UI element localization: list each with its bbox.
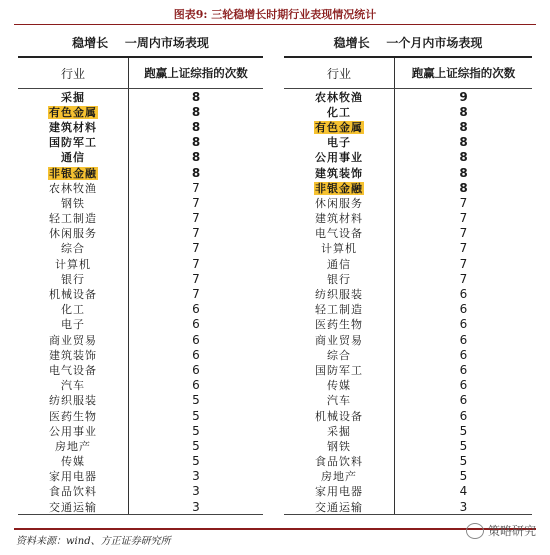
industry-name: 建筑材料: [49, 120, 97, 134]
wechat-icon: [466, 523, 484, 539]
table-row: [18, 484, 263, 499]
industry-name: 轻工制造: [315, 303, 363, 317]
table-row: [18, 135, 263, 150]
industry-name: 家用电器: [49, 470, 97, 484]
industry-cell: [284, 165, 394, 181]
industry-name: 机械设备: [49, 288, 97, 302]
table-row: [284, 347, 532, 362]
source-note: 资料来源：wind、方正证券研究所: [16, 536, 171, 547]
left-column-divider: [128, 89, 129, 514]
table-row: [18, 347, 263, 362]
industry-name: 农林牧渔: [49, 181, 97, 195]
count-cell: 8: [459, 180, 468, 195]
industry-name: 房地产: [321, 470, 357, 484]
industry-cell: [284, 362, 394, 378]
industry-name: 电气设备: [49, 363, 97, 377]
count-cell: 7: [192, 195, 200, 210]
count-cell: 3: [192, 469, 200, 484]
left-panel: [18, 30, 263, 515]
count-cell: 9: [459, 89, 468, 104]
table-row: [18, 469, 263, 484]
industry-cell: [284, 119, 394, 135]
table-row: [18, 165, 263, 180]
count-cell: 6: [459, 408, 468, 423]
table-row: [284, 256, 532, 271]
count-cell: 7: [192, 256, 200, 271]
industry-cell: [18, 256, 128, 272]
industry-name: 电子: [327, 136, 351, 150]
table-row: [284, 286, 532, 301]
count-cell: 6: [459, 302, 468, 317]
industry-cell: [18, 468, 128, 484]
table-row: [18, 89, 263, 104]
industry-name: 化工: [327, 105, 351, 119]
count-cell: 7: [192, 271, 200, 286]
table-row: [284, 211, 532, 226]
count-cell: 7: [459, 211, 468, 226]
industry-name: 非银金融: [315, 181, 363, 195]
table-row: [284, 150, 532, 165]
table-row: [284, 119, 532, 134]
industry-name: 有色金属: [49, 105, 97, 119]
count-cell: 8: [191, 165, 201, 180]
industry-cell: [284, 89, 394, 105]
right-header-row: [284, 58, 532, 88]
industry-cell: [284, 210, 394, 226]
industry-name: 银行: [327, 272, 351, 286]
table-row: [18, 317, 263, 332]
industry-cell: [18, 483, 128, 499]
table-row: [284, 195, 532, 210]
table-row: [18, 438, 263, 453]
industry-cell: [284, 104, 394, 120]
count-cell: 3: [459, 499, 468, 514]
count-cell: 6: [459, 332, 468, 347]
table-row: [284, 408, 532, 423]
industry-name: 休闲服务: [49, 227, 97, 241]
count-cell: 3: [192, 484, 200, 499]
count-cell: 6: [459, 317, 468, 332]
industry-cell: [18, 271, 128, 287]
industry-cell: [18, 180, 128, 196]
industry-cell: [18, 134, 128, 150]
table-row: [284, 135, 532, 150]
count-cell: 6: [459, 393, 468, 408]
count-cell: 5: [459, 423, 468, 438]
count-cell: 8: [459, 104, 468, 119]
industry-cell: [18, 347, 128, 363]
industry-name: 机械设备: [315, 409, 363, 423]
industry-cell: [18, 408, 128, 424]
count-cell: 7: [459, 195, 468, 210]
industry-name: 农林牧渔: [315, 90, 363, 104]
industry-cell: [18, 438, 128, 454]
industry-cell: [18, 316, 128, 332]
count-cell: 6: [192, 302, 200, 317]
industry-cell: [18, 195, 128, 211]
table-row: [18, 211, 263, 226]
count-cell: 8: [191, 135, 201, 150]
industry-cell: [18, 119, 128, 135]
industry-cell: [18, 392, 128, 408]
count-cell: 5: [192, 454, 200, 469]
watermark-text: 策略研究: [487, 524, 536, 538]
count-cell: 8: [191, 89, 201, 104]
table-row: [284, 302, 532, 317]
right-header-count: 跑赢上证综指的次数: [411, 66, 516, 80]
count-cell: 6: [459, 287, 468, 302]
left-table-body: [18, 89, 263, 514]
table-row: [18, 499, 263, 514]
industry-name: 传媒: [327, 379, 351, 393]
industry-cell: [284, 347, 394, 363]
table-row: [284, 104, 532, 119]
count-cell: 7: [192, 241, 200, 256]
table-row: [284, 484, 532, 499]
table-row: [284, 241, 532, 256]
industry-name: 通信: [61, 151, 85, 165]
count-cell: 7: [192, 226, 200, 241]
industry-name: 采掘: [61, 90, 85, 104]
count-cell: 6: [192, 362, 200, 377]
right-panel-title: 稳增长 一个月内市场表现: [333, 36, 483, 50]
count-cell: 4: [459, 484, 468, 499]
industry-name: 交通运输: [49, 500, 97, 514]
source-rule: [14, 528, 536, 530]
caption-rule: [14, 24, 536, 25]
industry-cell: [284, 301, 394, 317]
industry-name: 交通运输: [315, 500, 363, 514]
industry-cell: [18, 149, 128, 165]
industry-name: 家用电器: [315, 485, 363, 499]
right-column-divider: [394, 89, 395, 514]
industry-name: 综合: [61, 242, 85, 256]
industry-cell: [18, 240, 128, 256]
industry-cell: [18, 301, 128, 317]
industry-cell: [18, 377, 128, 393]
industry-name: 食品饮料: [49, 485, 97, 499]
industry-cell: [18, 362, 128, 378]
industry-name: 综合: [327, 348, 351, 362]
industry-cell: [18, 89, 128, 105]
industry-name: 有色金属: [315, 120, 363, 134]
left-header-row: [18, 58, 263, 88]
industry-cell: [284, 134, 394, 150]
count-cell: 7: [192, 180, 200, 195]
table-row: [284, 226, 532, 241]
count-cell: 6: [459, 347, 468, 362]
industry-cell: [18, 225, 128, 241]
industry-cell: [18, 104, 128, 120]
table-row: [18, 256, 263, 271]
table-row: [284, 393, 532, 408]
industry-cell: [18, 165, 128, 181]
industry-name: 轻工制造: [49, 212, 97, 226]
table-row: [284, 317, 532, 332]
industry-name: 化工: [61, 303, 85, 317]
table-row: [284, 378, 532, 393]
count-cell: 3: [192, 499, 200, 514]
industry-cell: [284, 286, 394, 302]
industry-name: 商业贸易: [315, 333, 363, 347]
table-row: [284, 89, 532, 104]
industry-name: 计算机: [321, 242, 357, 256]
industry-cell: [284, 225, 394, 241]
count-cell: 7: [459, 226, 468, 241]
industry-name: 计算机: [55, 257, 91, 271]
left-panel-title: 稳增长 一周内市场表现: [72, 36, 209, 50]
table-row: [18, 408, 263, 423]
left-header-industry: 行业: [60, 66, 85, 81]
industry-name: 汽车: [327, 394, 351, 408]
watermark: [466, 522, 536, 539]
industry-cell: [284, 180, 394, 196]
table-row: [284, 454, 532, 469]
industry-cell: [284, 423, 394, 439]
industry-cell: [284, 499, 394, 515]
industry-name: 电子: [61, 318, 85, 332]
table-row: [18, 241, 263, 256]
table-row: [18, 195, 263, 210]
industry-cell: [18, 210, 128, 226]
table-row: [18, 119, 263, 134]
industry-name: 非银金融: [49, 166, 97, 180]
industry-cell: [18, 453, 128, 469]
industry-cell: [284, 392, 394, 408]
industry-name: 钢铁: [327, 439, 351, 453]
industry-name: 通信: [327, 257, 351, 271]
count-cell: 5: [192, 438, 200, 453]
industry-cell: [284, 332, 394, 348]
industry-name: 钢铁: [61, 196, 85, 210]
industry-name: 汽车: [61, 379, 85, 393]
count-cell: 5: [192, 393, 200, 408]
right-panel: [284, 30, 532, 515]
count-cell: 8: [459, 119, 468, 134]
left-header-count: 跑赢上证综指的次数: [144, 66, 248, 80]
count-cell: 5: [192, 408, 200, 423]
table-row: [18, 454, 263, 469]
count-cell: 7: [192, 287, 200, 302]
count-cell: 5: [459, 469, 468, 484]
count-cell: 6: [459, 362, 468, 377]
industry-cell: [284, 271, 394, 287]
table-row: [284, 180, 532, 195]
industry-cell: [18, 286, 128, 302]
industry-cell: [284, 240, 394, 256]
table-row: [18, 286, 263, 301]
industry-name: 商业贸易: [49, 333, 97, 347]
count-cell: 6: [459, 378, 468, 393]
table-row: [18, 332, 263, 347]
industry-name: 建筑材料: [315, 212, 363, 226]
count-cell: 8: [191, 104, 201, 119]
industry-cell: [18, 332, 128, 348]
count-cell: 6: [192, 317, 200, 332]
table-row: [18, 378, 263, 393]
industry-cell: [284, 468, 394, 484]
count-cell: 8: [459, 150, 468, 165]
figure-caption: 图表9: 三轮稳增长时期行业表现情况统计: [173, 8, 377, 21]
industry-name: 建筑装饰: [315, 166, 363, 180]
industry-name: 纺织服装: [315, 288, 363, 302]
right-table-body: [284, 89, 532, 514]
industry-name: 公用事业: [315, 151, 363, 165]
industry-cell: [284, 453, 394, 469]
industry-name: 国防军工: [315, 363, 363, 377]
industry-cell: [284, 195, 394, 211]
industry-cell: [18, 423, 128, 439]
count-cell: 6: [192, 347, 200, 362]
industry-name: 银行: [61, 272, 85, 286]
table-row: [18, 180, 263, 195]
table-row: [18, 226, 263, 241]
industry-name: 建筑装饰: [49, 348, 97, 362]
count-cell: 8: [191, 150, 201, 165]
table-row: [284, 438, 532, 453]
table-row: [284, 469, 532, 484]
table-row: [18, 271, 263, 286]
table-row: [284, 423, 532, 438]
industry-name: 国防军工: [49, 136, 97, 150]
industry-name: 医药生物: [49, 409, 97, 423]
industry-name: 医药生物: [315, 318, 363, 332]
industry-name: 电气设备: [315, 227, 363, 241]
table-row: [18, 104, 263, 119]
table-row: [18, 150, 263, 165]
table-row: [18, 362, 263, 377]
table-row: [284, 362, 532, 377]
table-row: [284, 332, 532, 347]
industry-cell: [284, 377, 394, 393]
count-cell: 8: [459, 135, 468, 150]
count-cell: 6: [192, 332, 200, 347]
table-row: [18, 393, 263, 408]
industry-cell: [284, 483, 394, 499]
count-cell: 7: [459, 241, 468, 256]
right-header-industry: 行业: [326, 66, 351, 81]
industry-name: 休闲服务: [315, 196, 363, 210]
industry-cell: [284, 256, 394, 272]
count-cell: 5: [459, 438, 468, 453]
industry-cell: [284, 408, 394, 424]
count-cell: 7: [192, 211, 200, 226]
industry-name: 纺织服装: [49, 394, 97, 408]
table-row: [284, 165, 532, 180]
table-row: [18, 423, 263, 438]
industry-name: 传媒: [61, 455, 85, 469]
industry-cell: [284, 149, 394, 165]
count-cell: 8: [459, 165, 468, 180]
industry-cell: [284, 438, 394, 454]
count-cell: 7: [459, 271, 468, 286]
count-cell: 5: [192, 423, 200, 438]
table-row: [284, 499, 532, 514]
count-cell: 6: [192, 378, 200, 393]
industry-cell: [284, 316, 394, 332]
industry-name: 房地产: [55, 439, 91, 453]
table-row: [284, 271, 532, 286]
industry-name: 采掘: [327, 424, 351, 438]
industry-name: 食品饮料: [315, 455, 363, 469]
count-cell: 8: [191, 119, 201, 134]
table-row: [18, 302, 263, 317]
industry-name: 公用事业: [49, 424, 97, 438]
industry-cell: [18, 499, 128, 515]
count-cell: 7: [459, 256, 468, 271]
count-cell: 5: [459, 454, 468, 469]
